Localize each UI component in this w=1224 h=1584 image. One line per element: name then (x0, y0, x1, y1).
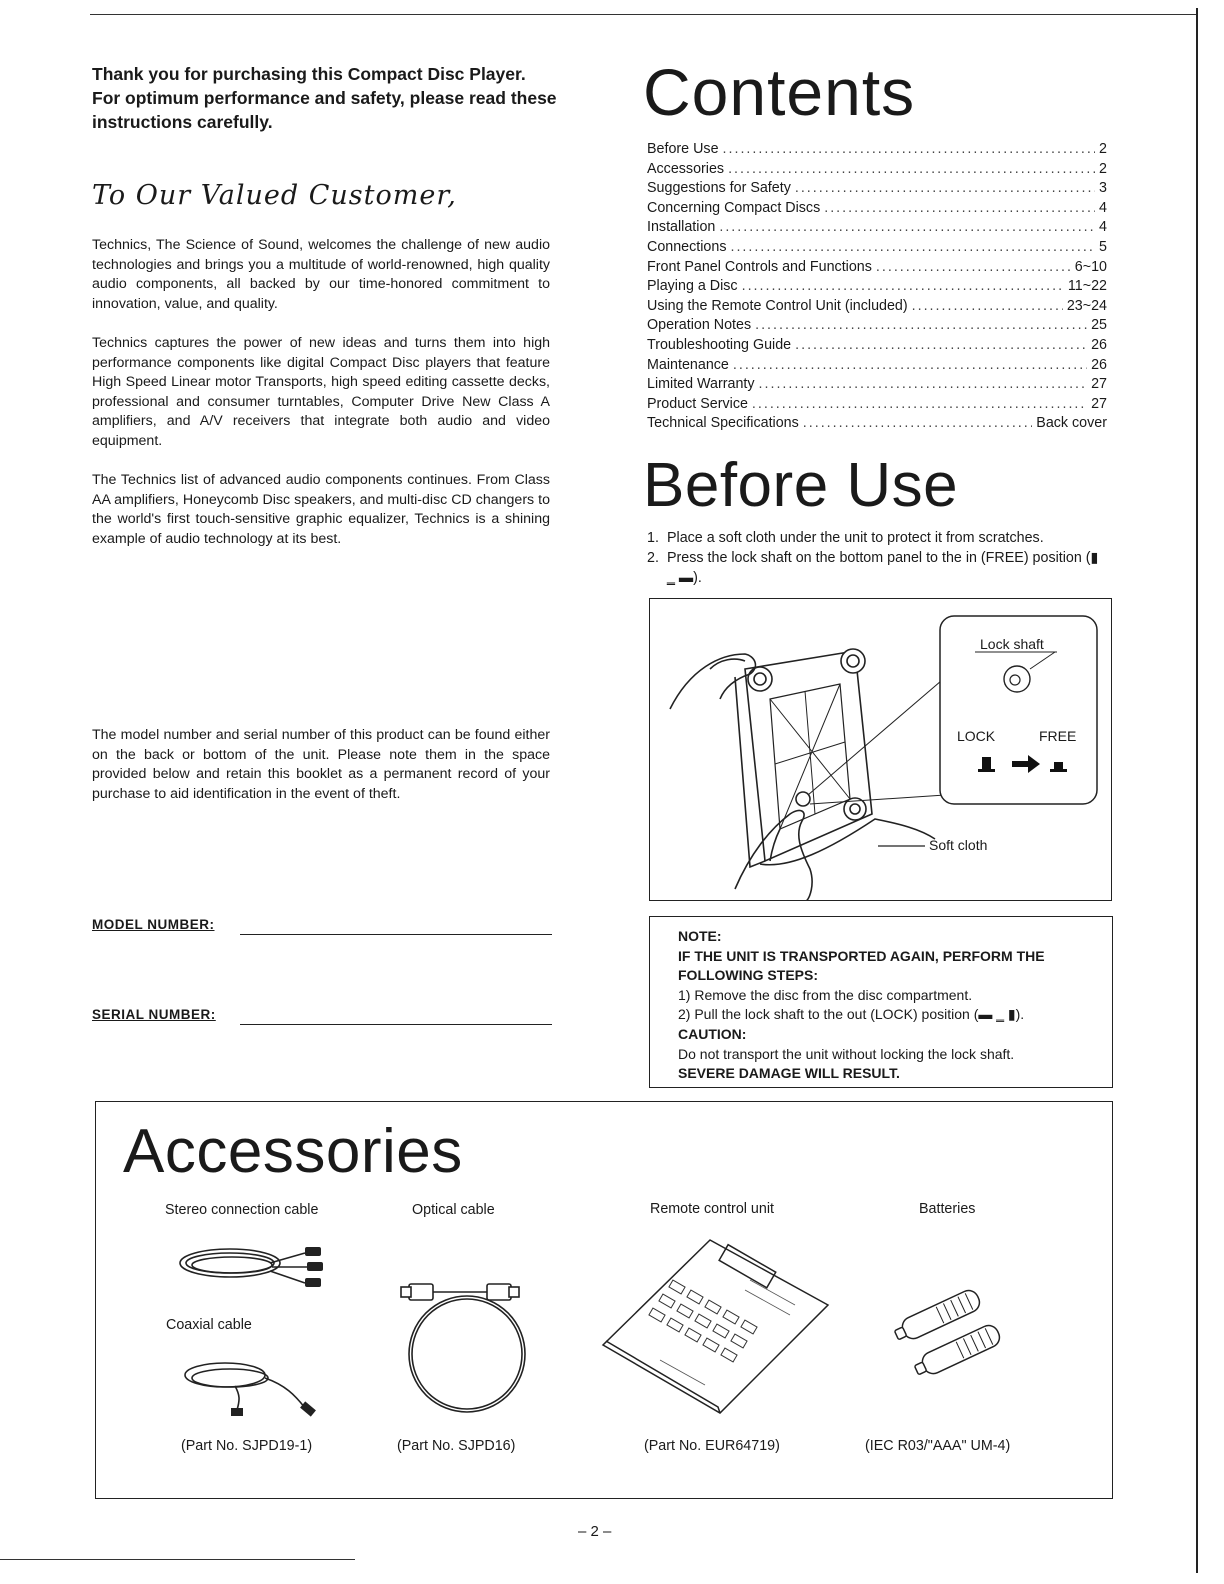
toc-title: Product Service (647, 395, 748, 412)
toc-leader (876, 259, 1071, 275)
severe-damage-warning: SEVERE DAMAGE WILL RESULT. (678, 1065, 900, 1082)
paragraph-components: Technics captures the power of new ideas and turns them into high performance components like digital Compact Disc players that feature High Speed Linear motor Transports, high speed editing cassette decks, professional and consumer turntables, Computer Drive New Class A amplifiers, and A/V receivers that integrate both audio and video equipment. (92, 335, 550, 449)
toc-leader (795, 337, 1087, 353)
optical-cable-icon (395, 1278, 540, 1420)
note-step-2: 2) Pull the lock shaft to the out (LOCK) position (▬ ‗ ▮). (678, 1006, 1025, 1023)
toc-title: Playing a Disc (647, 278, 738, 295)
toc-page: 2 (1099, 141, 1107, 157)
toc-leader (730, 239, 1095, 255)
model-number-label: MODEL NUMBER: (92, 917, 215, 932)
toc-page: 27 (1091, 395, 1107, 412)
caution-text: Do not transport the unit without locking the lock shaft. (678, 1045, 1015, 1062)
batteries-icon (880, 1280, 1020, 1380)
toc-page: 5 (1099, 238, 1107, 255)
toc-item (647, 219, 1107, 239)
toc-item (647, 161, 1107, 181)
toc-title: Using the Remote Control Unit (included) (647, 297, 908, 314)
model-number-line (240, 934, 552, 935)
step-number: 1. (647, 530, 659, 546)
note-step-1: 1) Remove the disc from the disc compartment. (678, 986, 973, 1003)
intro-line-2: For optimum performance and safety, please read these instructions carefully. (92, 88, 557, 132)
toc-title: Front Panel Controls and Functions (647, 258, 872, 275)
lock-shaft-illustration (649, 598, 1112, 901)
toc-leader (728, 161, 1095, 177)
toc-page: 3 (1099, 180, 1107, 197)
toc-leader (803, 415, 1032, 431)
step-text: Press the lock shaft on the bottom panel to the in (FREE) position (▮ ‗ ▬). (667, 549, 1099, 586)
part-number-stereo-coaxial: (Part No. SJPD19-1) (181, 1438, 313, 1454)
toc-page: 4 (1099, 219, 1107, 236)
toc-item (647, 396, 1107, 416)
lock-shaft-label: Lock shaft (980, 636, 1044, 652)
stereo-cable-label: Stereo connection cable (165, 1202, 319, 1218)
toc-leader (795, 180, 1095, 196)
contents-heading: Contents (643, 55, 916, 129)
coaxial-cable-icon (175, 1350, 325, 1420)
toc-page: 4 (1099, 199, 1107, 216)
intro-line-1: Thank you for purchasing this Compact Disc Player. (92, 64, 526, 84)
toc-item (647, 200, 1107, 220)
step-item (647, 549, 1107, 589)
before-use-steps (647, 529, 1107, 588)
stereo-cable-icon (170, 1233, 330, 1305)
table-of-contents (647, 141, 1107, 435)
toc-item (647, 141, 1107, 161)
batteries-label: Batteries (919, 1201, 976, 1217)
toc-item (647, 278, 1107, 298)
step-number: 2. (647, 549, 659, 566)
toc-title: Accessories (647, 160, 725, 177)
toc-leader (742, 278, 1064, 294)
soft-cloth-label: Soft cloth (929, 837, 988, 853)
toc-page: Back cover (1036, 415, 1107, 432)
model-number-field (92, 917, 552, 937)
toc-title: Maintenance (647, 356, 729, 373)
toc-page: 6~10 (1074, 258, 1107, 275)
toc-title: Troubleshooting Guide (647, 336, 792, 353)
page-edge (1196, 8, 1198, 1573)
bottom-rule (0, 1559, 355, 1560)
toc-title: Before Use (647, 141, 719, 157)
serial-number-field (92, 1007, 552, 1027)
toc-title: Concerning Compact Discs (647, 199, 821, 216)
page-number: – 2 – (578, 1523, 612, 1540)
top-rule (90, 14, 1198, 15)
before-use-heading: Before Use (643, 451, 959, 520)
toc-leader (824, 200, 1095, 216)
toc-page: 25 (1091, 317, 1107, 334)
toc-page: 26 (1091, 336, 1107, 353)
toc-leader (759, 376, 1088, 392)
toc-page: 23~24 (1066, 297, 1107, 314)
toc-item (647, 376, 1107, 396)
toc-leader (912, 298, 1063, 314)
toc-item (647, 259, 1107, 279)
paragraph-serial-info: The model number and serial number of this product can be found either on the back or bottom of the unit. Please note them in the space provided below and retain this booklet as a permanent record of your purchase to aid identification in the event of theft. (92, 727, 550, 802)
free-label: FREE (1039, 728, 1077, 744)
part-number-remote: (Part No. EUR64719) (644, 1438, 780, 1454)
toc-item (647, 239, 1107, 259)
toc-item (647, 180, 1107, 200)
remote-control-icon (600, 1235, 832, 1415)
toc-title: Operation Notes (647, 317, 752, 334)
toc-item (647, 317, 1107, 337)
toc-item (647, 357, 1107, 377)
part-number-batteries: (IEC R03/"AAA" UM-4) (865, 1438, 1011, 1454)
accessories-heading: Accessories (123, 1117, 463, 1186)
paragraph-advanced: The Technics list of advanced audio components continues. From Class AA amplifiers, Honeycomb Disc speakers, and multi-disc CD changers to the world's first touch-sensitive graphic equalizer, Technics is a shining example of audio technology at its best. (92, 472, 550, 547)
note-box (649, 916, 1113, 1088)
serial-number-label: SERIAL NUMBER: (92, 1007, 216, 1022)
toc-page: 26 (1091, 356, 1107, 373)
toc-leader (733, 357, 1087, 373)
toc-title: Suggestions for Safety (647, 180, 791, 197)
part-number-optical: (Part No. SJPD16) (397, 1438, 516, 1454)
toc-leader (752, 396, 1087, 412)
paragraph-welcome: Technics, The Science of Sound, welcomes the challenge of new audio technologies and brings you a multitude of world-renowned, high quality audio components, all backed by our time-honored commitment to innovation, value, and quality. (92, 237, 550, 312)
toc-item (647, 298, 1107, 318)
toc-leader (755, 317, 1087, 333)
step-item (647, 529, 1107, 549)
lock-label: LOCK (957, 728, 996, 744)
note-warning-line: IF THE UNIT IS TRANSPORTED AGAIN, PERFORM THE FOLLOWING STEPS: (678, 947, 1045, 984)
greeting: To Our Valued Customer, (92, 180, 457, 211)
toc-title: Limited Warranty (647, 376, 755, 393)
toc-leader (723, 141, 1096, 157)
coaxial-cable-label: Coaxial cable (166, 1317, 252, 1333)
toc-page: 2 (1099, 160, 1107, 177)
note-title: NOTE: (678, 928, 722, 944)
toc-title: Connections (647, 238, 727, 255)
toc-title: Technical Specifications (647, 415, 799, 432)
toc-title: Installation (647, 219, 716, 236)
caution-title: CAUTION: (678, 1025, 747, 1042)
toc-page: 27 (1091, 376, 1107, 393)
toc-leader (719, 219, 1095, 235)
optical-cable-label: Optical cable (412, 1202, 495, 1218)
remote-control-label: Remote control unit (650, 1201, 774, 1217)
step-text: Place a soft cloth under the unit to protect it from scratches. (667, 530, 1044, 546)
toc-item (647, 415, 1107, 435)
toc-item (647, 337, 1107, 357)
intro-text (92, 62, 562, 134)
serial-number-line (240, 1024, 552, 1025)
toc-page: 11~22 (1067, 278, 1107, 295)
